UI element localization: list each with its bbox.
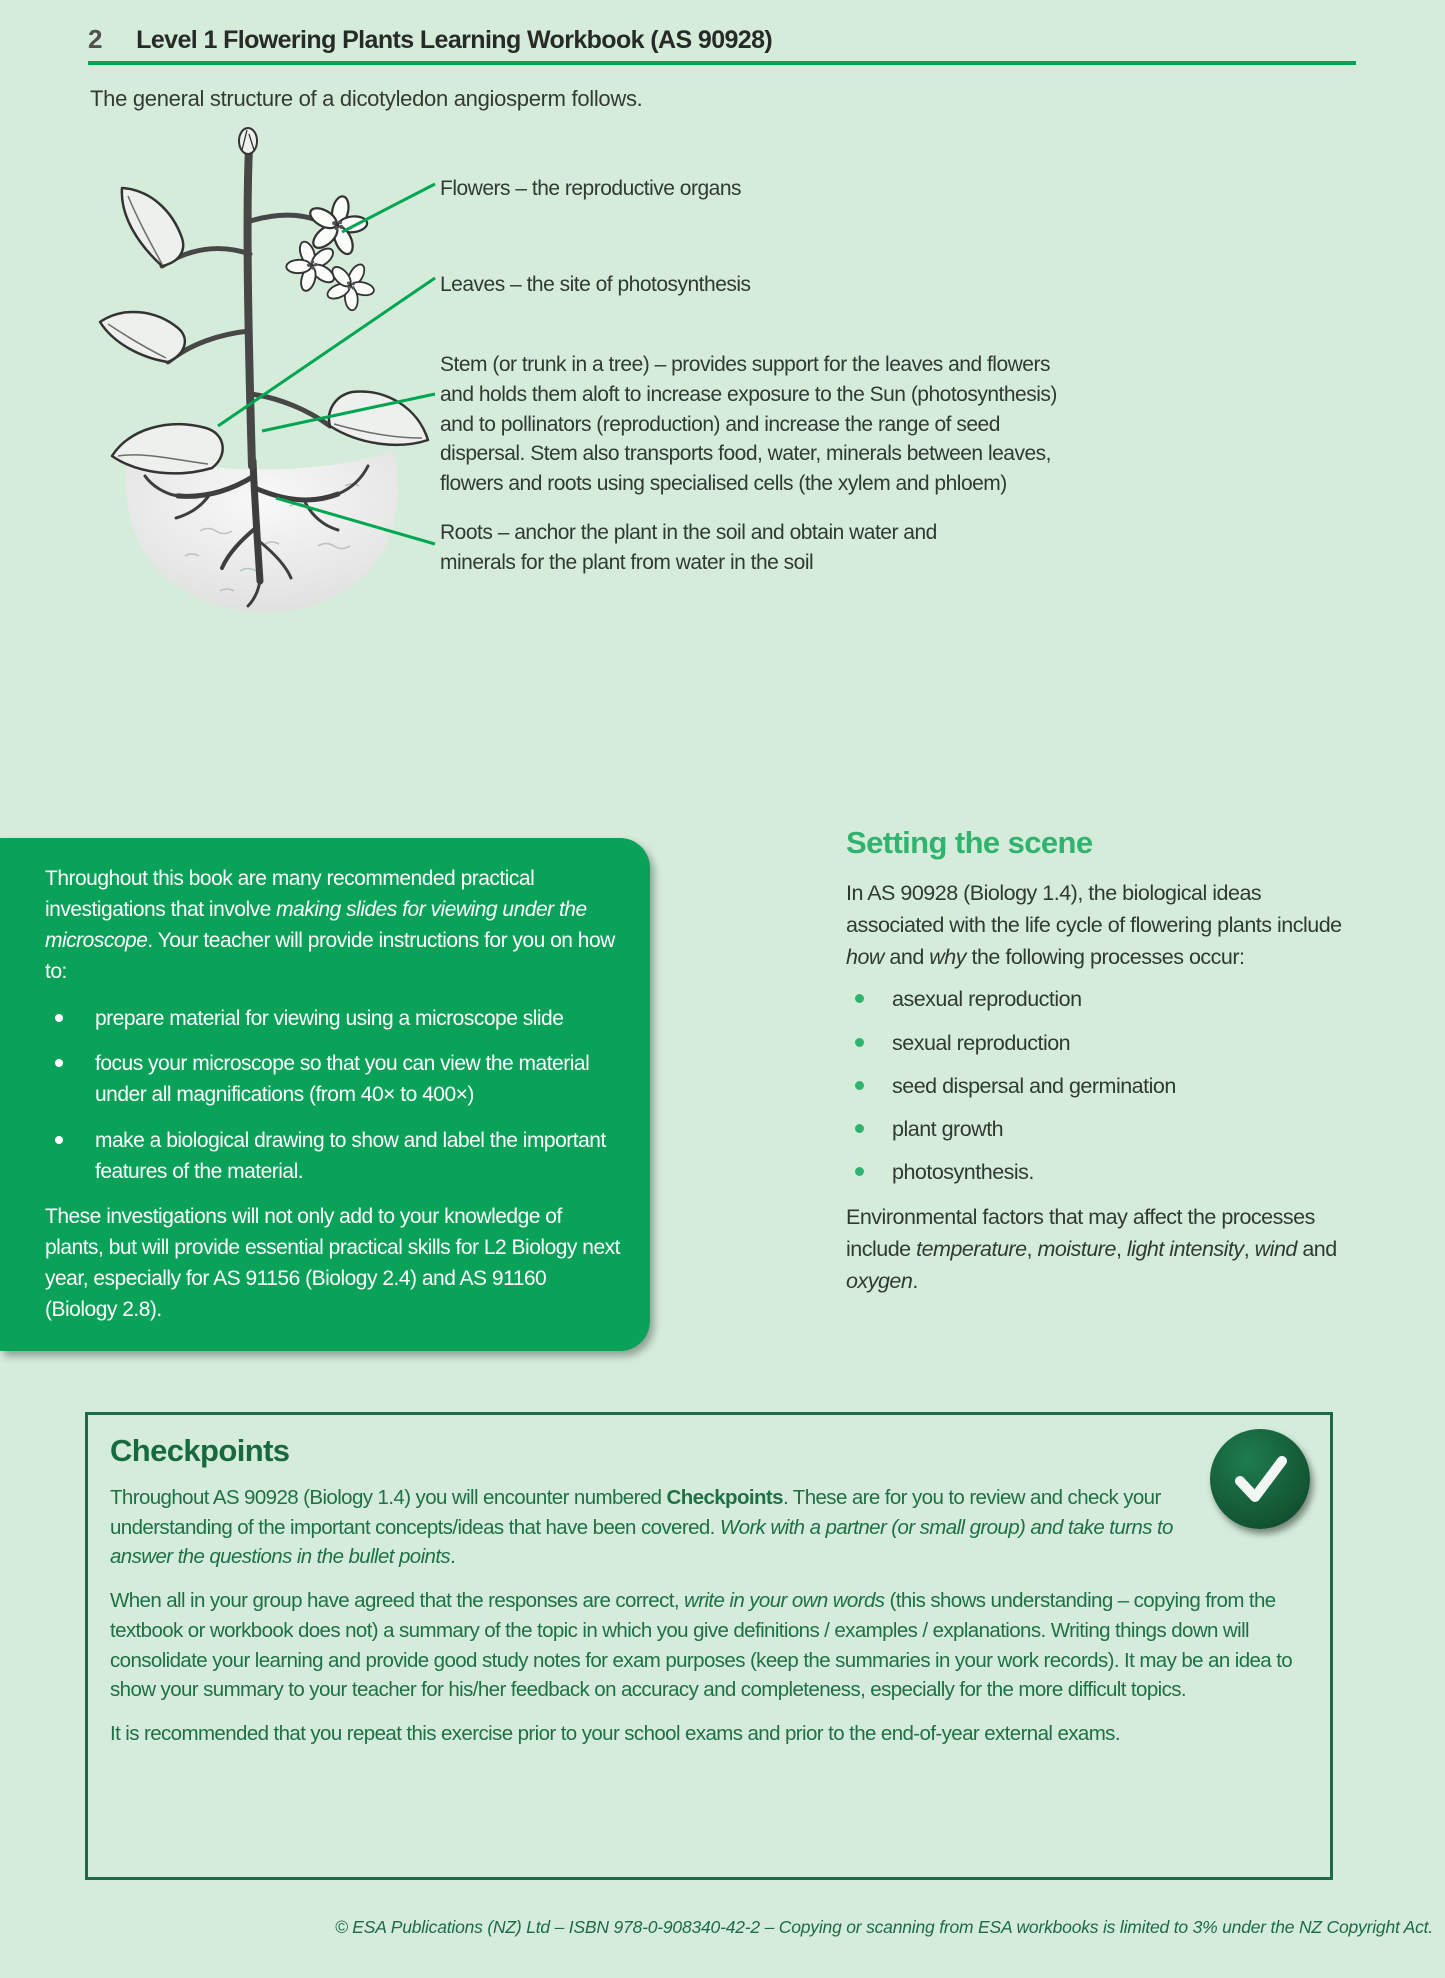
scene-outro-italic-5: oxygen (846, 1269, 913, 1293)
scene-outro-text-4: , (1243, 1236, 1255, 1261)
scene-intro-italic-2: why (929, 945, 967, 969)
cp1-text-2: . These are for you to review and check your understanding of the important concepts/ideas that have been covered. (110, 1485, 1161, 1539)
stem-label: Stem (or trunk in a tree) – provides support for the leaves and flowers and holds them aloft to increase exposure to the Sun (photosynthesis) and to pollinators (reproduction) and increase the range of seed dispersal. Stem also transports food, water, minerals between leaves, flowers and roots using specialised cells (the xylem and phloem) (440, 353, 1057, 496)
cp1-text-3: . (450, 1545, 456, 1569)
header-rule (88, 61, 1356, 65)
cp1-text: Throughout AS 90928 (Biology 1.4) you will encounter numbered (110, 1485, 667, 1509)
scene-intro-text-2: and (883, 945, 930, 969)
scene-outro-italic-2: moisture (1037, 1236, 1116, 1261)
bullet-item: photosynthesis. (846, 1156, 1351, 1188)
section-heading: Setting the scene (846, 825, 1093, 860)
scene-outro (846, 1201, 1351, 1298)
practical-box (0, 838, 650, 1351)
page-footer (0, 1917, 1445, 1938)
checkmark-icon (1210, 1429, 1310, 1529)
bullet-item: seed dispersal and germination (846, 1070, 1351, 1102)
checkpoints-heading: Checkpoints (110, 1433, 290, 1468)
scene-bullet-list (846, 983, 1351, 1188)
bullet-item: sexual reproduction (846, 1027, 1351, 1059)
bullet-item: asexual reproduction (846, 983, 1351, 1015)
practical-intro-text-2: . Your teacher will provide instructions for you on how to: (45, 929, 615, 984)
plant-figure (90, 126, 1362, 638)
flowers (239, 128, 384, 319)
practical-intro-italic: making slides for viewing under the microscope (45, 898, 587, 953)
cp2-italic: write in your own words (684, 1589, 885, 1613)
checkpoints-paragraph-2 (110, 1586, 1304, 1705)
intro-text: The general structure of a dicotyledon angiosperm follows. (90, 86, 643, 111)
checkmark-glyph (1210, 1429, 1310, 1529)
cp2-text: When all in your group have agreed that the responses are correct, (110, 1589, 685, 1613)
bullet-item: focus your microscope so that you can view the material under all magnifications (from 40× to 400×) (45, 1048, 622, 1110)
scene-outro-text: Environmental factors that may affect the processes include (846, 1204, 1315, 1261)
page-header (88, 24, 772, 55)
stem (162, 148, 334, 466)
scene-outro-italic: temperature (916, 1236, 1027, 1261)
scene-intro-italic: how (846, 945, 884, 969)
practical-intro-text: Throughout this book are many recommended practical investigations that involve (45, 867, 535, 922)
checkpoints-paragraph-3: It is recommended that you repeat this exercise prior to your school exams and prior to the end-of-year external exams. (110, 1721, 1120, 1745)
page-title: Level 1 Flowering Plants Learning Workbook (AS 90928) (136, 26, 773, 54)
plant-illustration (90, 126, 436, 626)
setting-the-scene-section (846, 820, 1351, 1297)
scene-outro-text-3: , (1115, 1236, 1127, 1261)
scene-outro-italic-3: light intensity (1126, 1236, 1244, 1261)
scene-intro-text: In AS 90928 (Biology 1.4), the biological ideas associated with the life cycle of flowering plants include (846, 880, 1342, 937)
checkpoints-paragraph-1 (110, 1483, 1304, 1572)
scene-intro-text-3: the following processes occur: (966, 945, 1245, 969)
scene-outro-text-6: . (912, 1269, 918, 1293)
roots-label: Roots – anchor the plant in the soil and obtain water and minerals for the plant from water in the soil (440, 521, 937, 574)
practical-intro (45, 863, 622, 987)
bullet-item: plant growth (846, 1113, 1351, 1145)
copyright-text: © ESA Publications (NZ) Ltd – ISBN 978-0-908340-42-2 – Copying or scanning from ESA workbooks is limited to 3% under the NZ Copyright Act. (334, 1917, 1433, 1937)
checkpoints-box (85, 1412, 1333, 1880)
bullet-item: make a biological drawing to show and label the important features of the material. (45, 1125, 622, 1187)
flowers-label: Flowers – the reproductive organs (440, 177, 741, 200)
page-number: 2 (88, 24, 103, 54)
cp1-italic: Work with a partner (or small group) and take turns to answer the questions in the bullet points (110, 1515, 1173, 1569)
scene-outro-text-5: and (1296, 1236, 1337, 1261)
bullet-item: prepare material for viewing using a microscope slide (45, 1003, 622, 1034)
practical-outro: These investigations will not only add to your knowledge of plants, but will provide essential practical skills for L2 Biology next year, especially for AS 91156 (Biology 2.4) and AS 91160 (Biology 2.8). (45, 1204, 620, 1321)
soil-mound (126, 452, 398, 613)
scene-intro (846, 877, 1351, 974)
practical-bullet-list (45, 1003, 622, 1186)
cp2-text-2: (this shows understanding – copying from the textbook or workbook does not) a summary of the topic in which you give definitions / examples / explanations. Writing things down will consolidate your learning and provide good study notes for exam purposes (keep the summaries in your work records). It may be an idea to show your summary to your teacher for his/her feedback on accuracy and completeness, especially for the more difficult topics. (110, 1589, 1293, 1702)
cp1-bold: Checkpoints (666, 1485, 783, 1509)
scene-outro-text-2: , (1026, 1236, 1038, 1261)
scene-outro-italic-4: wind (1254, 1236, 1297, 1261)
leaves-label: Leaves – the site of photosynthesis (440, 273, 751, 296)
